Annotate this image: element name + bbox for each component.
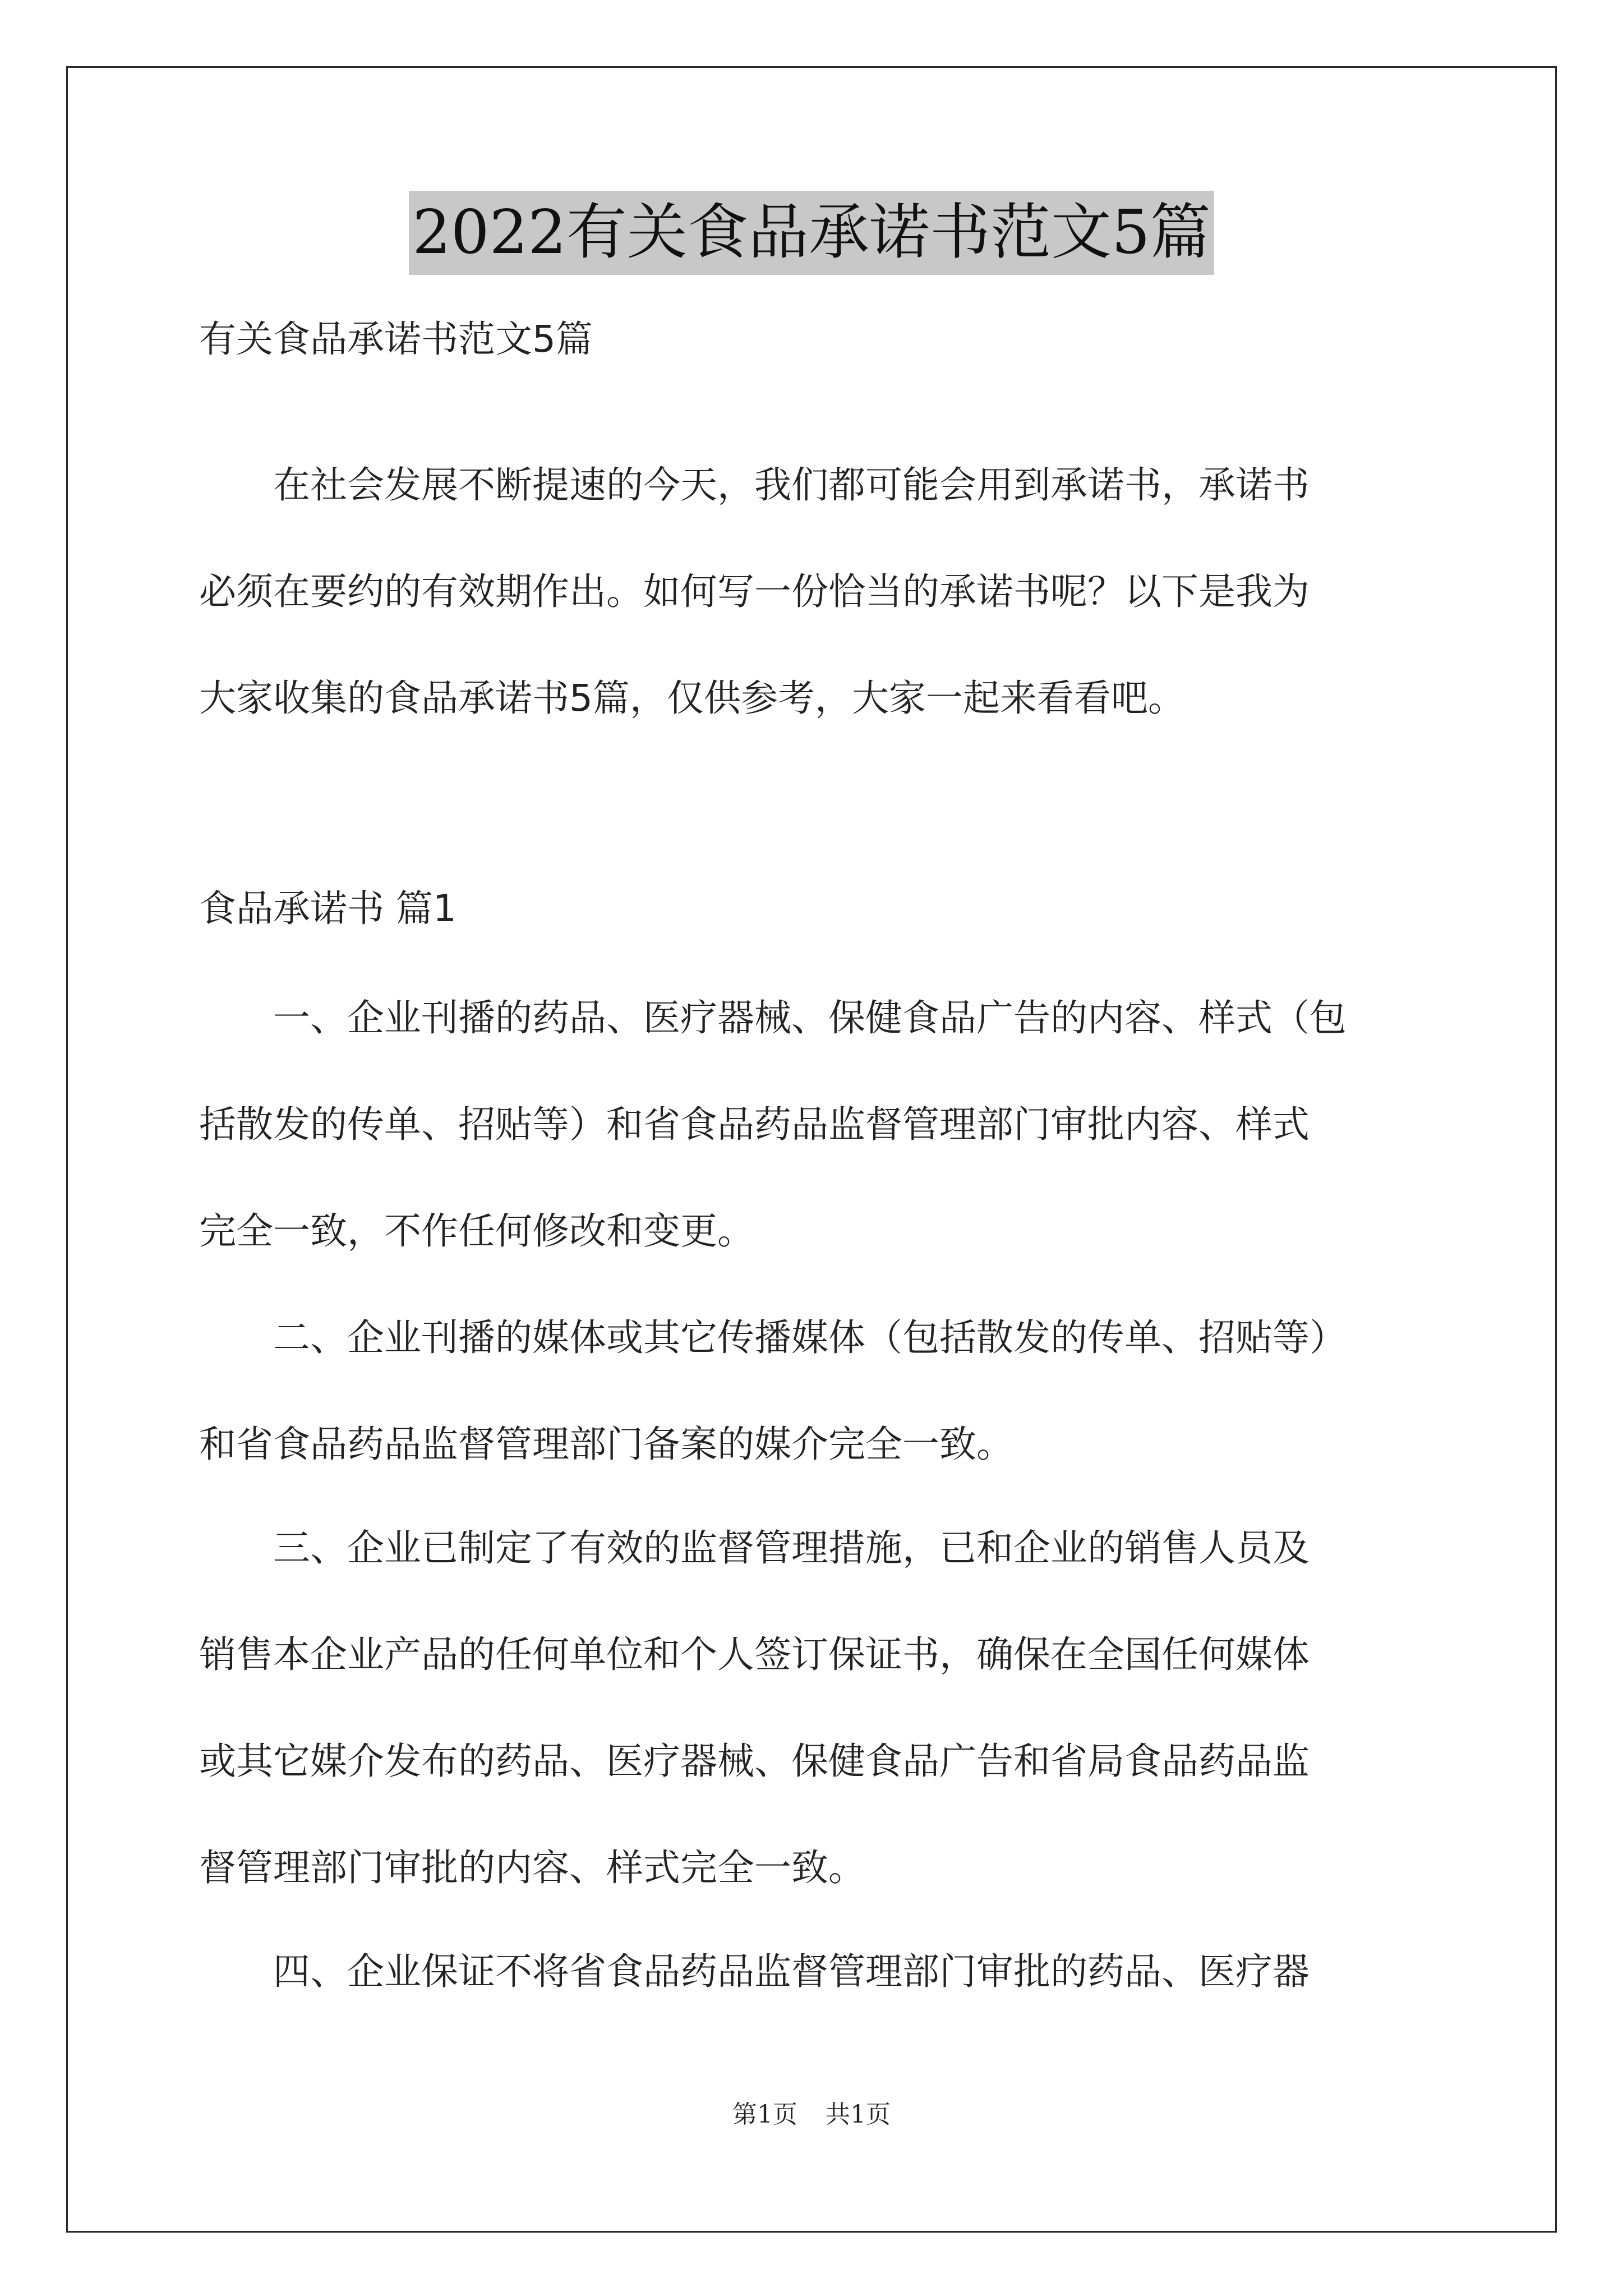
body-line: 四、企业保证不将省食品药品监督管理部门审批的药品、医疗器 bbox=[199, 1950, 1310, 1993]
page-total: 共1页 bbox=[826, 2100, 891, 2129]
body-line: 和省食品药品监督管理部门备案的媒介完全一致。 bbox=[199, 1423, 1013, 1466]
subtitle: 有关食品承诺书范文5篇 bbox=[199, 318, 593, 361]
page-footer bbox=[0, 2098, 1623, 2132]
intro-line: 大家收集的食品承诺书5篇，仅供参考，大家一起来看看吧。 bbox=[199, 677, 1185, 720]
body-line: 销售本企业产品的任何单位和个人签订保证书，确保在全国任何媒体 bbox=[199, 1633, 1310, 1676]
title-container bbox=[0, 191, 1623, 275]
page-number: 第1页 bbox=[732, 2100, 797, 2129]
body-line: 督管理部门审批的内容、样式完全一致。 bbox=[199, 1846, 865, 1889]
body-line: 完全一致，不作任何修改和变更。 bbox=[199, 1209, 754, 1253]
section-heading: 食品承诺书 篇1 bbox=[199, 887, 457, 930]
body-line: 或其它媒介发布的药品、医疗器械、保健食品广告和省局食品药品监 bbox=[199, 1740, 1310, 1783]
body-line: 一、企业刊播的药品、医疗器械、保健食品广告的内容、样式（包 bbox=[199, 996, 1347, 1039]
intro-line: 必须在要约的有效期作出。如何写一份恰当的承诺书呢？以下是我为 bbox=[199, 570, 1310, 613]
page-title: 2022有关食品承诺书范文5篇 bbox=[409, 191, 1214, 275]
body-line: 二、企业刊播的媒体或其它传播媒体（包括散发的传单、招贴等） bbox=[199, 1316, 1347, 1359]
body-line: 括散发的传单、招贴等）和省食品药品监督管理部门审批内容、样式 bbox=[199, 1103, 1310, 1146]
body-line: 三、企业已制定了有效的监督管理措施，已和企业的销售人员及 bbox=[199, 1526, 1310, 1570]
intro-line: 在社会发展不断提速的今天，我们都可能会用到承诺书，承诺书 bbox=[199, 463, 1310, 507]
